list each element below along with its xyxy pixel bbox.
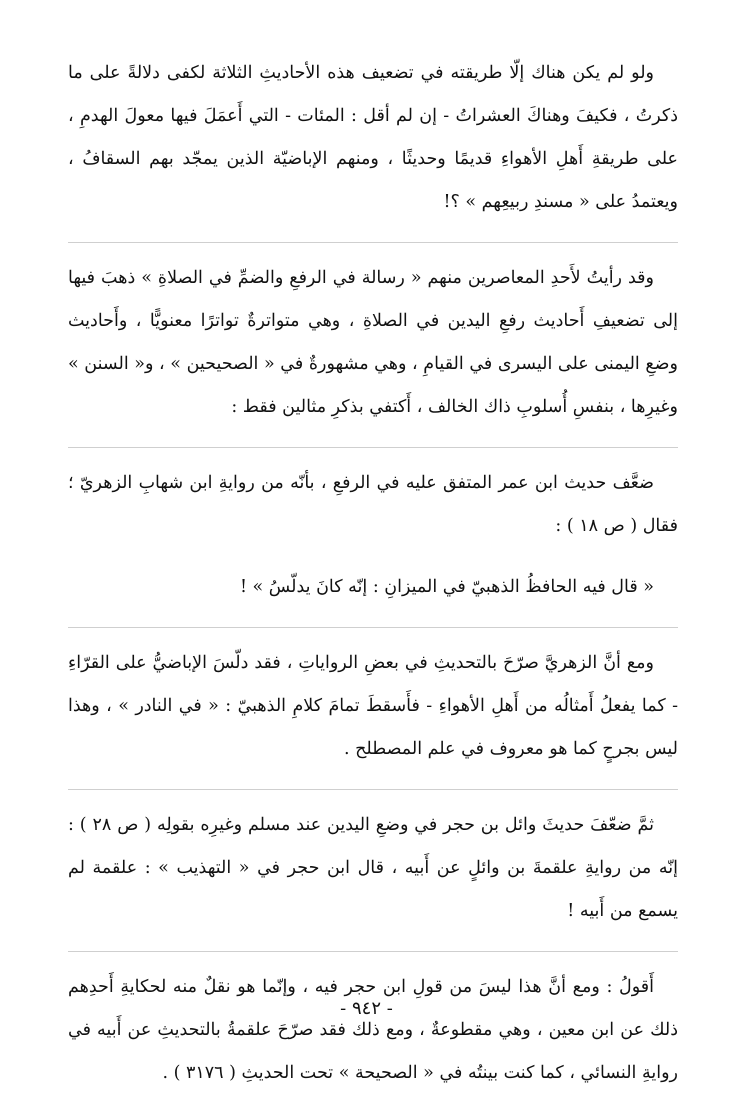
divider <box>68 627 678 628</box>
page-number: - ٩٤٢ - <box>340 998 393 1019</box>
divider <box>68 447 678 448</box>
paragraph-7: أَقولُ : ومع أنَّ هذا ليسَ من قولِ ابن حجر فيه ، وإنّما هو نقلٌ منه لحكايةِ أَحدِهم ذلك عن ابن معين ، وهي مقطوعةٌ ، ومع ذلك فقد صرّحَ علقمةُ بالتحديثِ عن أَبيه في روايةِ النسائي ، كما كنت بينتُه في « الصحيحة » تحت الحديثِ ( ٣١٧٦ ) . <box>68 977 678 1083</box>
paragraph-2: وقد رأيتُ لأَحدِ المعاصرين منهم « رسالة في الرفعِ والضمِّ في الصلاةِ » ذهبَ فيها إلى تضعيفِ أَحاديث رفعِ اليدين في الصلاةِ ، وهي متواترةٌ تواترًا معنويًّا ، وأَحاديث وضعِ اليمنى على اليسرى في القيامِ ، وهي مشهورةٌ في « الصحيحين » ، و« السنن » وغيرِها ، بنفسِ أُسلوبِ ذاك الخالف ، أَكتفي بذكرِ مثالين فقط : <box>68 268 678 417</box>
paragraph-4-quote: « قال فيه الحافظُ الذهبيّ في الميزانِ : إنّه كانَ يدلّسُ » ! <box>239 577 654 597</box>
paragraph-3: ضعَّف حديث ابن عمر المتفق عليه في الرفعِ ، بأنّه من روايةِ ابن شهابِ الزهريّ ؛ فقال ( ص ١٨ ) : <box>68 473 678 536</box>
page-body <box>68 52 678 1083</box>
paragraph-6: ثمَّ ضعّفَ حديثَ وائل بن حجر في وضعِ اليدين عند مسلم وغيرِه بقولِه ( ص ٢٨ ) : إنّه من روايةِ علقمةَ بن وائلٍ عن أَبيه ، قال ابن حجر في « التهذيب » : علقمة لم يسمع من أَبيه ! <box>68 815 678 921</box>
paragraph-1: ولو لم يكن هناك إلّا طريقته في تضعيف هذه الأحاديثِ الثلاثة لكفى دلالةً على ما ذكرتُ ، فكيفَ وهناكَ العشراتُ - إن لم أقل : المئات - التي أَعمَلَ فيها معولَ الهدمِ ، على طريقةِ أَهلِ الأهواءِ قديمًا وحديثًا ، ومنهم الإباضيّة الذين يمجّد بهم السقافُ ، ويعتمدُ على « مسندِ ربيعِهم » ؟! <box>68 63 678 212</box>
paragraph-5: ومع أنَّ الزهريَّ صرّحَ بالتحديثِ في بعضِ الرواياتِ ، فقد دلّسَ الإباضيُّ على القرّاءِ - كما يفعلُ أَمثالُه من أَهلِ الأهواءِ - فأَسقطَ تمامَ كلامِ الذهبيّ : « في النادر » ، وهذا ليس بجرحٍ كما هو معروف في علم المصطلح . <box>68 653 678 759</box>
divider <box>68 789 678 790</box>
divider <box>68 951 678 952</box>
divider <box>68 242 678 243</box>
